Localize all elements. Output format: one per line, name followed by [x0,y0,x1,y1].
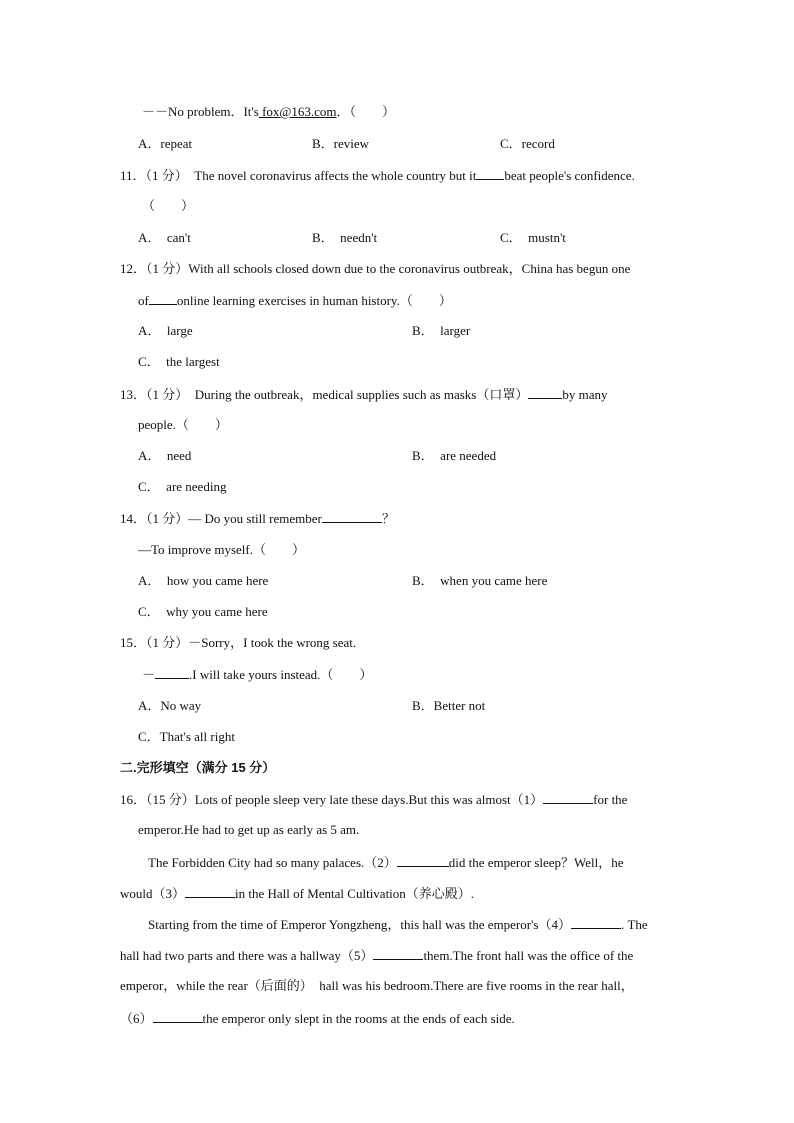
q10-option-b[interactable]: B．review [312,136,370,151]
q12-stem-2 [138,292,452,309]
q16-l8-post: the emperor only slept in the rooms at the ends of each side. [202,1011,515,1026]
q16-line-6 [120,947,633,964]
q13-post: by many [562,387,608,402]
q16-blank-6[interactable] [153,1010,203,1023]
q16-line-5 [148,916,648,933]
q13-stem [120,386,608,403]
q11-text-tail: beat people's confidence. [504,168,635,183]
q16-blank-1[interactable] [543,791,593,804]
q15-option-a[interactable]: A．No way [138,698,202,713]
q16-l1-pre: 16．（15 分）Lots of people sleep very late these days.But this was almost（1） [120,792,544,807]
q13-option-b[interactable]: B． are needed [412,448,497,463]
q16-line-7: emperor，while the rear（后面的） hall was his bedroom.There are five rooms in the rear hall， [120,978,634,993]
q10-tail: ．（ ） [336,104,396,119]
q16-line-2: emperor.He had to get up as early as 5 am. [138,822,360,837]
q16-l4-pre: would（3） [120,886,186,901]
q16-blank-4[interactable] [571,916,621,929]
q16-l3-post: did the emperor sleep？Well，he [448,855,624,870]
q12-post: online learning exercises in human history.（ ） [176,293,452,308]
q14-stem-2: —To improve myself.（ ） [138,542,305,557]
q13-option-a[interactable]: A． need [138,448,192,463]
q16-line-1 [120,791,627,808]
q14-blank[interactable] [322,510,382,523]
q15-blank[interactable] [155,666,189,679]
q15-pre: － [142,667,156,682]
q15-stem-2 [142,666,372,683]
q16-line-4 [120,885,474,902]
q10-option-c[interactable]: C．record [500,136,555,151]
q15-stem: 15．（1 分）－Sorry，I took the wrong seat. [120,635,357,650]
q16-line-8 [120,1010,515,1027]
q14-post: ？ [381,511,395,526]
q16-l1-post: for the [593,792,628,807]
q15-option-b[interactable]: B．Better not [412,698,486,713]
q11-text: 11．（1 分） The novel coronavirus affects the whole country but it [120,168,477,183]
q11-blank[interactable] [476,167,504,180]
q14-option-b[interactable]: B． when you came here [412,573,548,588]
q13-blank[interactable] [528,386,562,399]
q15-post: .I will take yours instead.（ ） [189,667,373,682]
q10-option-a[interactable]: A．repeat [138,136,193,151]
q11-option-a[interactable]: A． can't [138,230,191,245]
q16-blank-3[interactable] [185,885,235,898]
q11-option-b[interactable]: B． needn't [312,230,378,245]
q10-answer-line [142,104,395,120]
q12-option-c[interactable]: C． the largest [138,354,220,369]
q14-option-a[interactable]: A． how you came here [138,573,269,588]
q13-option-c[interactable]: C． are needing [138,479,227,494]
q12-option-a[interactable]: A． large [138,323,193,338]
q14-stem [120,510,395,527]
q15-option-c[interactable]: C．That's all right [138,729,235,744]
q12-option-b[interactable]: B． larger [412,323,471,338]
q16-l5-pre: Starting from the time of Emperor Yongzheng，this hall was the emperor's（4） [148,917,571,932]
q14-pre: 14．（1 分）— Do you still remember [120,511,322,526]
q16-l6-post: them.The front hall was the office of the [423,948,634,963]
q13-stem-2: people.（ ） [138,417,228,432]
email-link[interactable]: fox@163.com [258,104,337,119]
q10-text: －－No problem．It's [142,104,259,119]
q16-l8-pre: （6） [120,1011,153,1026]
q12-blank[interactable] [149,292,177,305]
q12-pre: of [138,293,149,308]
q16-blank-2[interactable] [397,854,449,867]
q11-paren: （ ） [142,198,195,213]
q16-l3-pre: The Forbidden City had so many palaces.（2） [148,855,397,870]
section-2-title: 二.完形填空（满分 15 分） [120,760,276,775]
q12-stem: 12．（1 分）With all schools closed down due to the coronavirus outbreak，China has begun one [120,261,631,276]
q13-pre: 13．（1 分） During the outbreak，medical supplies such as masks（口罩） [120,387,529,402]
q11-stem [120,167,635,184]
q14-option-c[interactable]: C． why you came here [138,604,268,619]
q16-l5-post: . The [620,917,648,932]
q11-option-c[interactable]: C． mustn't [500,230,566,245]
q16-l6-pre: hall had two parts and there was a hallway（5） [120,948,374,963]
q16-line-3 [148,854,624,871]
q16-l4-post: in the Hall of Mental Cultivation（养心殿）. [235,886,475,901]
q16-blank-5[interactable] [373,947,423,960]
